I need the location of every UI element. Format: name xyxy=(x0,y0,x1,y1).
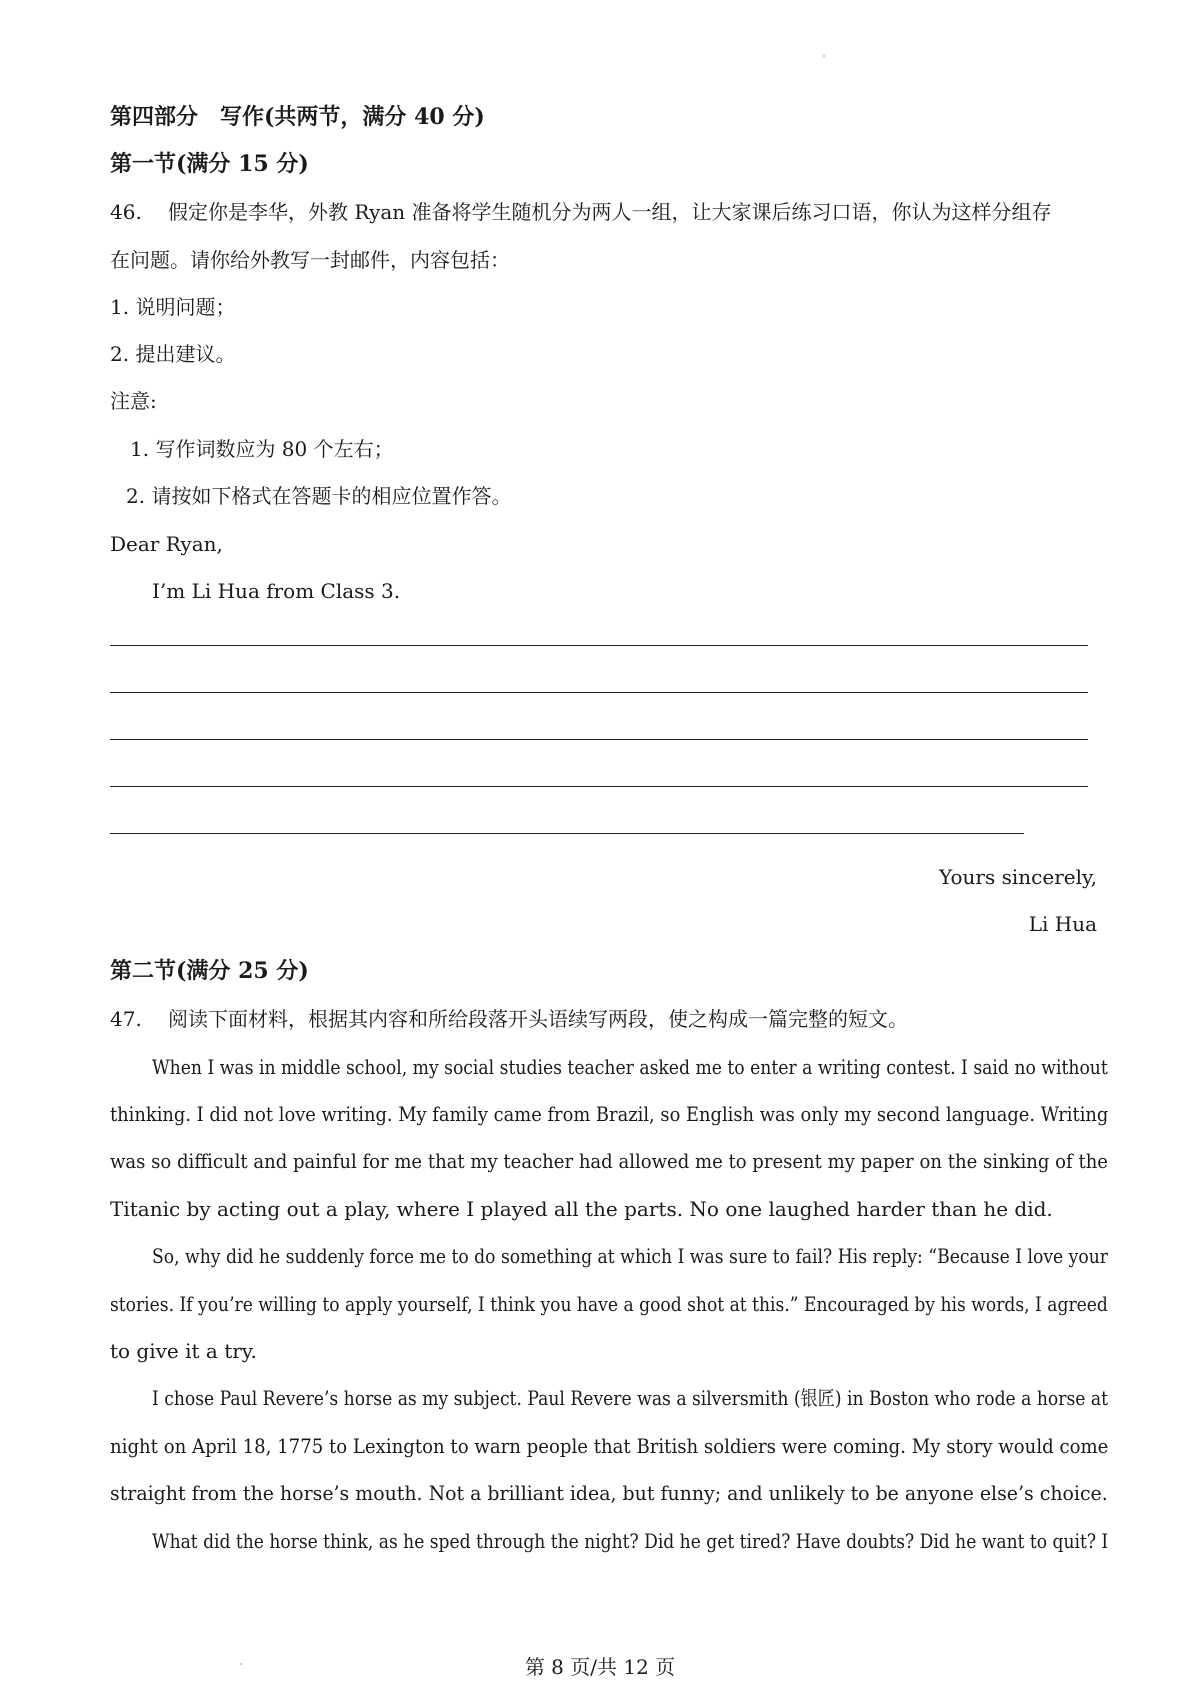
q47-prompt: 阅读下面材料，根据其内容和所给段落开头语续写两段，使之构成一篇完整的短文。 xyxy=(168,1007,908,1031)
answer-line xyxy=(110,833,1024,834)
letter-opening: I’m Li Hua from Class 3. xyxy=(152,579,401,603)
q46-prompt-line1: 假定你是李华，外教 Ryan 准备将学生随机分为两人一组，让大家课后练习口语，你认为这样分组存 xyxy=(168,200,1052,224)
answer-line xyxy=(110,786,1088,787)
letter-signature: Li Hua xyxy=(1028,912,1097,936)
note-item-1: 1. 写作词数应为 80 个左右； xyxy=(130,437,394,461)
section-title: 第四部分 写作(共两节，满分 40 分) xyxy=(110,104,485,130)
part1-title: 第一节(满分 15 分) xyxy=(110,151,309,177)
page-number: 第 8 页/共 12 页 xyxy=(524,1655,676,1679)
passage-line: to give it a try. xyxy=(110,1339,257,1363)
passage-line: thinking. I did not love writing. My family came from Brazil, so English was only my second language. Writing xyxy=(110,1102,1109,1126)
answer-line xyxy=(110,692,1088,693)
scan-speck xyxy=(823,55,825,57)
note-item-2: 2. 请按如下格式在答题卡的相应位置作答。 xyxy=(126,484,512,508)
requirement-item-1: 1. 说明问题； xyxy=(110,295,236,319)
passage-line: straight from the horse’s mouth. Not a brilliant idea, but funny; and unlikely to be anyone else’s choice. xyxy=(110,1481,1108,1505)
part2-title: 第二节(满分 25 分) xyxy=(110,958,309,984)
passage-line: stories. If you’re willing to apply yourself, I think you have a good shot at this.” Encouraged by his words, I agreed xyxy=(110,1292,1108,1316)
letter-closing: Yours sincerely, xyxy=(939,865,1097,889)
requirement-item-2: 2. 提出建议。 xyxy=(110,342,236,366)
q46-number: 46. xyxy=(110,200,142,224)
passage-line: What did the horse think, as he sped through the night? Did he get tired? Have doubts? Did he want to quit? I xyxy=(152,1529,1109,1553)
letter-greeting: Dear Ryan, xyxy=(110,532,223,556)
passage-line: I chose Paul Revere’s horse as my subject. Paul Revere was a silversmith (银匠) in Boston who rode a horse at xyxy=(152,1386,1108,1410)
passage-line: When I was in middle school, my social studies teacher asked me to enter a writing contest. I said no without xyxy=(152,1055,1108,1079)
passage-line: So, why did he suddenly force me to do something at which I was sure to fail? His reply: “Because I love your xyxy=(152,1244,1108,1268)
passage-line: was so difficult and painful for me that my teacher had allowed me to present my paper on the sinking of the xyxy=(110,1149,1108,1173)
answer-line xyxy=(110,645,1088,646)
q47-number: 47. xyxy=(110,1007,142,1031)
answer-line xyxy=(110,739,1088,740)
passage-line: night on April 18, 1775 to Lexington to warn people that British soldiers were coming. My story would come xyxy=(110,1434,1109,1458)
q46-prompt-line2: 在问题。请你给外教写一封邮件，内容包括： xyxy=(110,248,510,272)
note-label: 注意: xyxy=(110,389,157,413)
passage-line: Titanic by acting out a play, where I played all the parts. No one laughed harder than he did. xyxy=(110,1197,1053,1221)
